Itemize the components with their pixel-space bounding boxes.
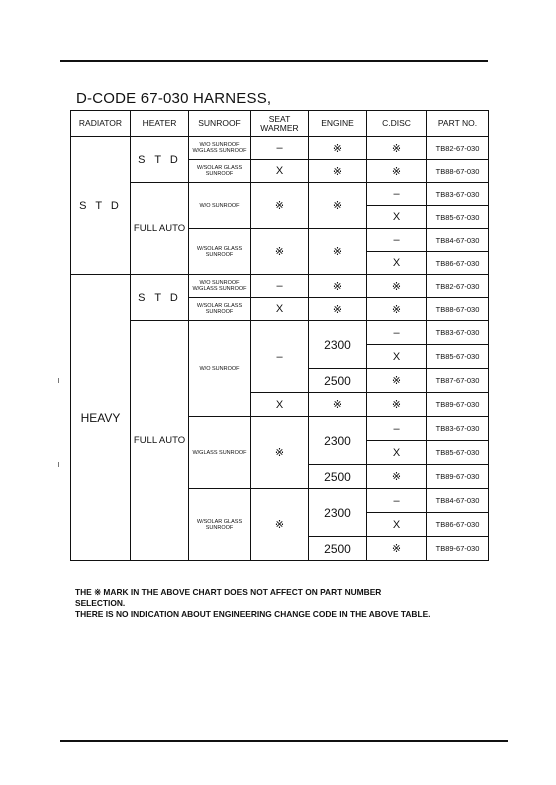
part-number: TB86-67-030 <box>427 252 489 275</box>
cdisc-cell: ※ <box>367 275 427 298</box>
cdisc-cell: – <box>367 321 427 345</box>
part-number: TB89-67-030 <box>427 465 489 489</box>
cdisc-cell: X <box>367 513 427 537</box>
heater-std: S T D <box>131 275 189 321</box>
cdisc-cell: – <box>367 229 427 252</box>
cdisc-cell: – <box>367 417 427 441</box>
part-number: TB83-67-030 <box>427 321 489 345</box>
top-rule <box>60 60 488 62</box>
engine-cell: ※ <box>309 183 367 229</box>
table-row <box>71 321 489 345</box>
part-number: TB87-67-030 <box>427 369 489 393</box>
margin-tick <box>58 378 59 383</box>
table-row <box>71 183 489 206</box>
cdisc-cell: X <box>367 206 427 229</box>
sunroof-cell: W/SOLAR GLASS SUNROOF <box>189 160 251 183</box>
page-title: D-CODE 67-030 HARNESS, <box>76 90 272 107</box>
engine-cell: ※ <box>309 275 367 298</box>
cdisc-cell: – <box>367 183 427 206</box>
table-row <box>71 275 489 298</box>
engine-cell: 2500 <box>309 537 367 561</box>
part-number: TB83-67-030 <box>427 183 489 206</box>
sunroof-cell: W/SOLAR GLASS SUNROOF <box>189 229 251 275</box>
engine-cell: ※ <box>309 137 367 160</box>
part-number: TB82-67-030 <box>427 137 489 160</box>
seat-warmer-cell: X <box>251 298 309 321</box>
sunroof-cell: W/O SUNROOF W/GLASS SUNROOF <box>189 275 251 298</box>
header-radiator: RADIATOR <box>71 111 131 137</box>
cdisc-cell: ※ <box>367 160 427 183</box>
seat-warmer-cell: ※ <box>251 183 309 229</box>
cdisc-cell: X <box>367 345 427 369</box>
part-number: TB88-67-030 <box>427 298 489 321</box>
seat-warmer-cell: – <box>251 321 309 393</box>
engine-cell: 2300 <box>309 417 367 465</box>
header-cdisc: C.DISC <box>367 111 427 137</box>
sunroof-cell: W/O SUNROOF <box>189 183 251 229</box>
cdisc-cell: ※ <box>367 537 427 561</box>
part-number: TB84-67-030 <box>427 229 489 252</box>
sunroof-cell: W/SOLAR GLASS SUNROOF <box>189 489 251 561</box>
seat-warmer-cell: X <box>251 160 309 183</box>
seat-warmer-cell: ※ <box>251 229 309 275</box>
part-number: TB85-67-030 <box>427 441 489 465</box>
footnote-line: SELECTION. <box>75 598 126 608</box>
header-part-no: PART NO. <box>427 111 489 137</box>
heater-full-auto: FULL AUTO <box>131 183 189 275</box>
part-number: TB82-67-030 <box>427 275 489 298</box>
margin-tick <box>58 462 59 467</box>
part-number: TB89-67-030 <box>427 393 489 417</box>
sunroof-cell: W/O SUNROOF W/GLASS SUNROOF <box>189 137 251 160</box>
part-number: TB85-67-030 <box>427 206 489 229</box>
engine-cell: 2500 <box>309 465 367 489</box>
heater-full-auto: FULL AUTO <box>131 321 189 561</box>
engine-cell: 2500 <box>309 369 367 393</box>
part-number: TB83-67-030 <box>427 417 489 441</box>
cdisc-cell: ※ <box>367 369 427 393</box>
header-row <box>71 111 489 137</box>
part-number: TB89-67-030 <box>427 537 489 561</box>
engine-cell: 2300 <box>309 489 367 537</box>
header-heater: HEATER <box>131 111 189 137</box>
part-number: TB84-67-030 <box>427 489 489 513</box>
engine-cell: ※ <box>309 393 367 417</box>
bottom-rule <box>60 740 508 742</box>
cdisc-cell: X <box>367 441 427 465</box>
footnote-line: THERE IS NO INDICATION ABOUT ENGINEERING CHANGE CODE IN THE ABOVE TABLE. <box>75 609 431 619</box>
parts-table <box>70 110 489 561</box>
engine-cell: ※ <box>309 160 367 183</box>
header-seat-warmer: SEAT WARMER <box>251 111 309 137</box>
sunroof-cell: W/SOLAR GLASS SUNROOF <box>189 298 251 321</box>
cdisc-cell: ※ <box>367 298 427 321</box>
cdisc-cell: X <box>367 252 427 275</box>
engine-cell: ※ <box>309 298 367 321</box>
sunroof-cell: W/GLASS SUNROOF <box>189 417 251 489</box>
part-number: TB86-67-030 <box>427 513 489 537</box>
heater-std: S T D <box>131 137 189 183</box>
seat-warmer-cell: X <box>251 393 309 417</box>
engine-cell: ※ <box>309 229 367 275</box>
radiator-heavy: HEAVY <box>71 275 131 561</box>
sunroof-cell: W/O SUNROOF <box>189 321 251 417</box>
part-number: TB88-67-030 <box>427 160 489 183</box>
seat-warmer-cell: – <box>251 137 309 160</box>
seat-warmer-cell: ※ <box>251 489 309 561</box>
cdisc-cell: ※ <box>367 137 427 160</box>
engine-cell: 2300 <box>309 321 367 369</box>
table-row <box>71 137 489 160</box>
header-engine: ENGINE <box>309 111 367 137</box>
seat-warmer-cell: ※ <box>251 417 309 489</box>
cdisc-cell: ※ <box>367 465 427 489</box>
part-number: TB85-67-030 <box>427 345 489 369</box>
seat-warmer-cell: – <box>251 275 309 298</box>
footnote-line: THE ※ MARK IN THE ABOVE CHART DOES NOT AFFECT ON PART NUMBER <box>75 587 382 597</box>
header-sunroof: SUNROOF <box>189 111 251 137</box>
cdisc-cell: – <box>367 489 427 513</box>
radiator-std: S T D <box>71 137 131 275</box>
cdisc-cell: ※ <box>367 393 427 417</box>
